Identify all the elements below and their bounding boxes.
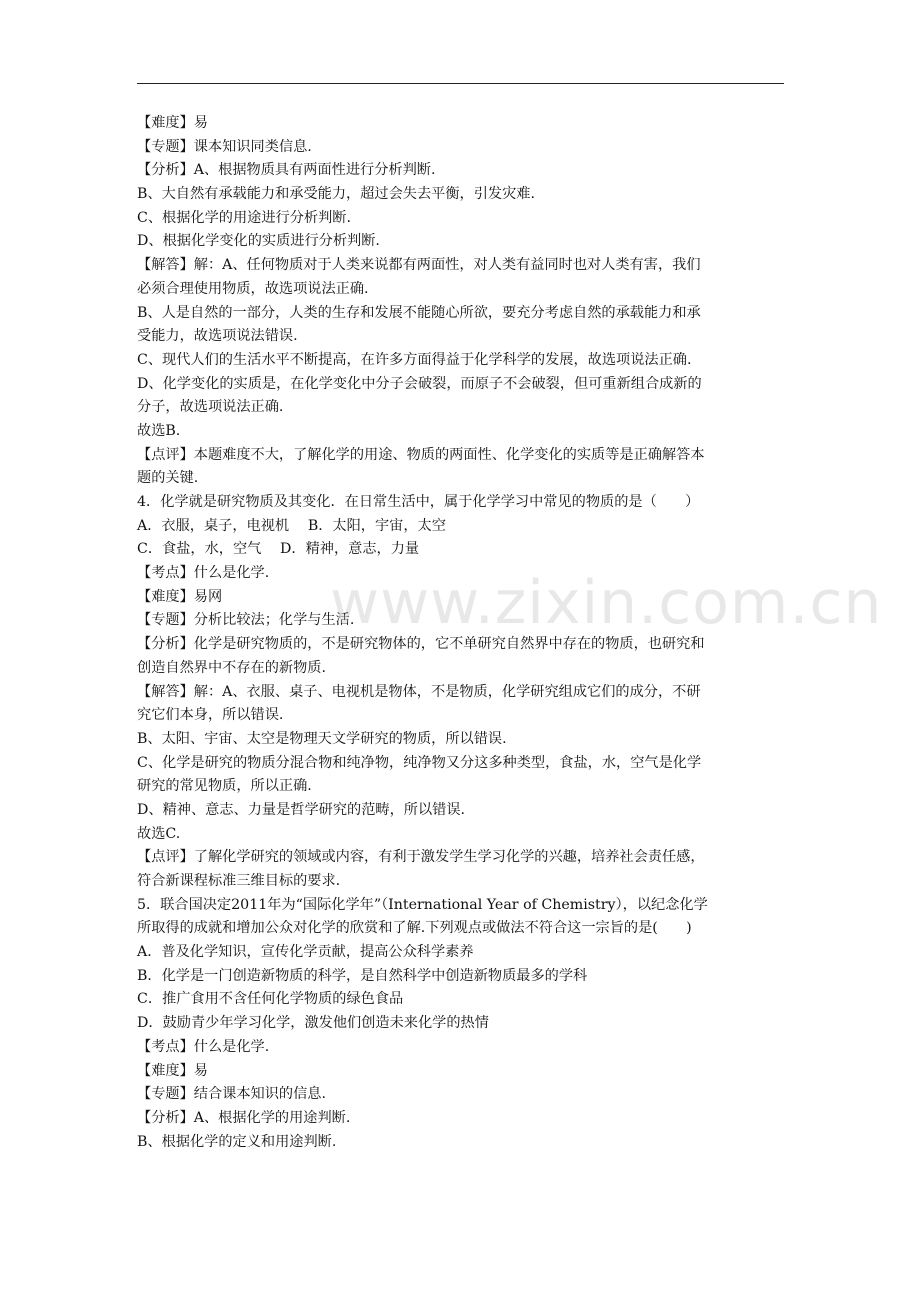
text-line: 【专题】课本知识同类信息.: [137, 138, 312, 155]
question-4-stem: 4．化学就是研究物质及其变化．在日常生活中，属于化学学习中常见的物质的是（ ）: [137, 494, 700, 510]
text-line: 【分析】A、根据物质具有两面性进行分析判断.: [137, 162, 436, 179]
text-line: B、人是自然的一部分，人类的生存和发展不能随心所欲，要充分考虑自然的承载能力和承: [137, 304, 701, 321]
question-5-stem: 5．联合国决定2011年为“国际化学年”（International Year of Chemistry），以纪念化学: [137, 896, 708, 913]
text-line: 【解答】解：A、衣服、桌子、电视机是物体，不是物质，化学研究组成它们的成分，不研: [137, 683, 701, 700]
text-line: C、根据化学的用途进行分析判断.: [137, 209, 351, 226]
question-4-options-ab: A．衣服，桌子，电视机 B．太阳，宇宙，太空: [137, 517, 446, 534]
text-line: B、根据化学的定义和用途判断.: [137, 1133, 337, 1150]
text-line: D、精神、意志、力量是哲学研究的范畴，所以错误.: [137, 801, 466, 818]
question-5-option-d: D．鼓励青少年学习化学，激发他们创造未来化学的热情: [137, 1015, 489, 1032]
text-line: 研究的常见物质，所以正确.: [137, 778, 312, 795]
question-5-option-b: B．化学是一门创造新物质的科学，是自然科学中创造新物质最多的学科: [137, 967, 588, 984]
text-line: 【难度】易: [137, 115, 208, 131]
text-line: 符合新课程标准三维目标的要求.: [137, 873, 341, 889]
text-line: 【考点】什么是化学.: [137, 565, 270, 582]
text-line: B、大自然有承载能力和承受能力，超过会失去平衡，引发灾难.: [137, 186, 536, 203]
watermark: www.zixin.com.cn: [330, 568, 883, 638]
text-line: 【解答】解：A、任何物质对于人类来说都有两面性，对人类有益同时也对人类有害，我们: [137, 257, 701, 274]
text-line: 创造自然界中不存在的新物质.: [137, 659, 326, 676]
text-line: C、现代人们的生活水平不断提高，在许多方面得益于化学科学的发展，故选项说法正确.: [137, 351, 692, 368]
document-body: [137, 112, 883, 1154]
text-line: B、太阳、宇宙、太空是物理天文学研究的物质，所以错误.: [137, 730, 507, 747]
text-line: D、化学变化的实质是，在化学变化中分子会破裂，而原子不会破裂，但可重新组合成新的: [137, 375, 702, 392]
text-line: 【点评】本题难度不大，了解化学的用途、物质的两面性、化学变化的实质等是正确解答本: [137, 446, 705, 463]
text-line: 【分析】化学是研究物质的，不是研究物体的，它不单研究自然界中存在的物质，也研究和: [137, 636, 705, 653]
text-line: C、化学是研究的物质分混合物和纯净物，纯净物又分这多种类型，食盐，水，空气是化学: [137, 754, 702, 771]
text-line: 分子，故选项说法正确.: [137, 399, 284, 416]
question-4-options-cd: C．食盐，水，空气 D．精神，意志，力量: [137, 541, 420, 558]
text-line: 必须合理使用物质，故选项说法正确.: [137, 280, 369, 297]
text-line: 【点评】了解化学研究的领域或内容，有利于激发学生学习化学的兴趣，培养社会责任感，: [137, 849, 705, 866]
text-line: 【专题】分析比较法；化学与生活.: [137, 612, 355, 629]
text-line: 【难度】易: [137, 1062, 208, 1079]
text-line: 【考点】什么是化学.: [137, 1038, 270, 1055]
question-5-option-a: A．普及化学知识，宣传化学贡献，提高公众科学素养: [137, 944, 474, 961]
text-line: 题的关键.: [137, 470, 199, 487]
question-5-stem-cont: 所取得的成就和增加公众对化学的欣赏和了解.下列观点或做法不符合这一宗旨的是( ): [137, 920, 692, 937]
text-line: 受能力，故选项说法错误.: [137, 328, 298, 345]
text-line: D、根据化学变化的实质进行分析判断.: [137, 233, 380, 250]
question-5-option-c: C．推广食用不含任何化学物质的绿色食品: [137, 991, 404, 1008]
text-line: 故选B.: [137, 422, 181, 439]
text-line: 究它们本身，所以错误.: [137, 707, 284, 724]
text-line: 故选C.: [137, 825, 181, 842]
header-rule: [137, 83, 784, 84]
text-line: 【难度】易网: [137, 588, 223, 605]
text-line: 【分析】A、根据化学的用途判断.: [137, 1109, 351, 1126]
text-line: 【专题】结合课本知识的信息.: [137, 1086, 326, 1103]
